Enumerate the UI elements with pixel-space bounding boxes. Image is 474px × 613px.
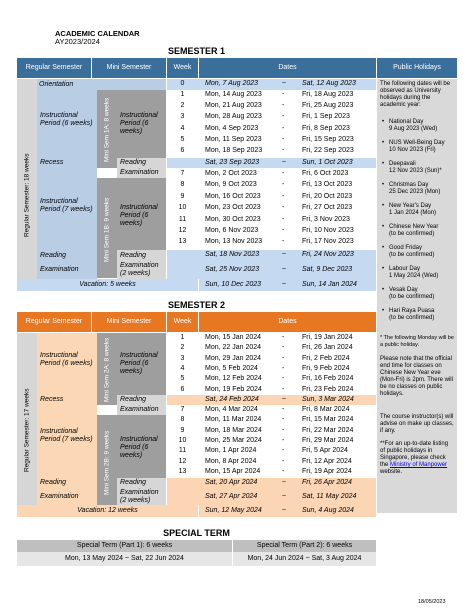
sem1-recess-start: Sat, 23 Sep 2023	[205, 159, 260, 166]
sem1-recess: Recess	[37, 158, 97, 168]
sem2-row-week: 2	[180, 344, 185, 352]
sem1-row2-end: Fri, 27 Oct 2023	[302, 204, 353, 212]
sem1-exam-start: Sat, 25 Nov 2023	[205, 266, 260, 273]
sem2-vac-start: Sun, 12 May 2024	[205, 507, 262, 514]
doc-year: AY2023/2024	[55, 37, 100, 46]
sem1-row-sep: -	[282, 113, 285, 121]
sem2-row-week: 5	[180, 375, 185, 383]
sem1-vac-end: Sun, 14 Jan 2024	[302, 281, 357, 288]
sem1-header-dates: Dates	[199, 58, 376, 78]
sem1-orientation-sep: ~	[282, 80, 287, 87]
sem2-row2-week: 12	[178, 457, 187, 465]
sem1-header-regular: Regular Semester	[17, 58, 91, 78]
sem1-row-sep: -	[282, 102, 285, 110]
sem2-exam-end: Sat, 11 May 2024	[302, 493, 357, 500]
sem1-orientation-start: Mon, 7 Aug 2023	[205, 80, 259, 87]
sem2-row2-start: Mon, 18 Mar 2024	[205, 426, 262, 434]
doc-title: ACADEMIC CALENDAR	[55, 29, 140, 38]
sem2-mini-exam: Examination	[117, 405, 166, 415]
sem1-row2-end: Fri, 13 Oct 2023	[302, 181, 353, 189]
sem2-row-start: Mon, 29 Jan 2024	[205, 354, 262, 362]
sem1-row-start: Mon, 11 Sep 2023	[205, 135, 262, 143]
holidays-note4-end: website.	[380, 469, 403, 475]
sem2-row2-end: Fri, 5 Apr 2024	[302, 447, 348, 455]
sem1-reading: Reading	[37, 250, 97, 261]
sem2-row2-start: Mon, 25 Mar 2024	[205, 436, 262, 444]
sem2-row2-sep: -	[282, 447, 285, 455]
sem2-header-dates: Dates	[199, 312, 376, 332]
sem1-row2-week: 8	[180, 181, 185, 189]
sem1-mini-exam: Examination	[117, 168, 166, 178]
sem2-row2-sep: -	[282, 416, 285, 424]
sem1-row2-sep: -	[282, 181, 285, 189]
sem1-vacation: Vacation: 5 weeks	[17, 279, 198, 291]
sem2-recess-sep: ~	[282, 396, 287, 403]
sem2-row2-end: Fri, 12 Apr 2024	[302, 457, 352, 465]
sem1-row-end: Fri, 1 Sep 2023	[302, 113, 350, 121]
special-p2: Special Term (Part 2): 6 weeks	[233, 540, 376, 552]
holidays-note4-text: **For an up-to-date listing of public holidays in Singapore, please check the	[380, 441, 449, 468]
holiday-date: (to be confirmed)	[389, 294, 435, 300]
sem1-orientation: Orientation	[37, 79, 166, 90]
sem1-row-start: Mon, 28 Aug 2023	[205, 113, 262, 121]
sem1-header-mini: Mini Semester	[92, 58, 166, 78]
sem2-exam: Examination	[37, 488, 97, 505]
sem1-row2-end: Fri, 3 Nov 2023	[302, 215, 350, 223]
sem1-row2-week: 10	[178, 204, 187, 212]
sem2-vac-sep: ~	[282, 507, 287, 514]
sem1-row-start: Mon, 21 Aug 2023	[205, 102, 262, 110]
sem1-row2-start: Mon, 13 Nov 2023	[205, 238, 263, 246]
sem1-mini-b-vert: Mini Sem 1B: 9 weeks	[103, 197, 111, 263]
sem1-row2-week: 12	[178, 227, 187, 234]
sem2-exam-sep: ~	[282, 493, 287, 500]
sem1-mini-reading2: Reading	[117, 250, 166, 261]
sem2-row-sep: -	[282, 344, 285, 352]
sem2-title: SEMESTER 2	[167, 300, 225, 310]
holiday-bullet: •	[382, 140, 385, 146]
holiday-bullet: •	[382, 245, 385, 251]
sem1-row2-sep: -	[282, 204, 285, 212]
sem1-row2-start: Mon, 30 Oct 2023	[205, 215, 261, 223]
sem2-row-end: Fri, 2 Feb 2024	[302, 354, 350, 362]
sem2-row2-sep: -	[282, 426, 285, 434]
sem2-row2-sep: -	[282, 406, 285, 413]
sem1-row-week: 4	[180, 124, 185, 132]
sem2-row2-end: Fri, 29 Mar 2024	[302, 436, 354, 444]
sem2-reg-vert: Regular Semester: 17 weeks	[23, 388, 31, 472]
holidays-note1: * The following Monday will be a public holiday.	[380, 335, 454, 348]
sem1-mini-reading: Reading	[117, 158, 166, 168]
sem2-row2-end: Fri, 19 Apr 2024	[302, 467, 352, 475]
holidays-note3: The course instructor(s) will advise on make up classes, if any.	[380, 414, 454, 434]
sem1-vac-sep: ~	[282, 281, 287, 288]
sem1-row-sep: -	[282, 135, 285, 143]
sem1-row2-end: Fri, 17 Nov 2023	[302, 238, 354, 246]
sem2-row-sep: -	[282, 354, 285, 362]
holiday-bullet: •	[382, 287, 385, 293]
sem1-row2-start: Mon, 2 Oct 2023	[205, 170, 257, 177]
sem1-orientation-end: Sat, 12 Aug 2023	[302, 80, 356, 87]
sem2-mini-b-ip-label: Instructional Period (6 weeks)	[120, 436, 158, 459]
sem1-row2-sep: -	[282, 238, 285, 246]
sem2-row-start: Mon, 5 Feb 2024	[205, 364, 258, 372]
sem2-mini-reading2: Reading	[117, 478, 166, 488]
sem1-mini-a-ip-label: Instructional Period (6 weeks)	[120, 112, 158, 135]
sem1-recess-end: Sun, 1 Oct 2023	[302, 159, 353, 166]
sem1-mini-b-ip-label: Instructional Period (6 weeks)	[120, 204, 158, 227]
sem2-row-start: Mon, 15 Jan 2024	[205, 334, 262, 341]
holiday-name: Christmas Day	[389, 182, 429, 188]
sem2-row2-sep: -	[282, 436, 285, 444]
sem1-row2-start: Mon, 9 Oct 2023	[205, 181, 257, 189]
sem2-row2-start: Mon, 4 Mar 2024	[205, 406, 258, 413]
sem2-row-start: Mon, 19 Feb 2024	[205, 385, 262, 393]
sem2-row-sep: -	[282, 364, 285, 372]
holiday-date: 1 May 2024 (Wed)	[389, 273, 439, 279]
sem2-ip6-label: Instructional Period (6 weeks)	[40, 352, 93, 367]
sem2-reading-end: Fri, 26 Apr 2024	[302, 479, 352, 486]
holiday-name: National Day	[389, 119, 424, 125]
sem1-row-end: Fri, 25 Aug 2023	[302, 102, 354, 110]
holiday-name: Deepavali	[389, 161, 416, 167]
holiday-bullet: •	[382, 119, 385, 125]
holiday-bullet: •	[382, 182, 385, 188]
sem1-row2-end: Fri, 20 Oct 2023	[302, 192, 353, 200]
sem1-recess-sep: ~	[282, 159, 287, 166]
sem1-orientation-week: 0	[180, 80, 185, 87]
sem1-row2-week: 9	[180, 192, 185, 200]
sem2-reading: Reading	[37, 478, 97, 488]
sem2-row-end: Fri, 19 Jan 2024	[302, 334, 353, 341]
sem2-row2-start: Mon, 8 Apr 2024	[205, 457, 257, 465]
sem1-row-end: Fri, 22 Sep 2023	[302, 147, 354, 154]
sem1-reading-sep: ~	[282, 251, 287, 258]
holidays-intro: The following dates will be observed as University holidays during the academic year:	[380, 81, 451, 108]
sem2-mini-b-vert: Mini Sem 2B: 9 weeks	[103, 430, 111, 496]
sem1-row2-sep: -	[282, 192, 285, 200]
sem2-recess: Recess	[37, 395, 97, 405]
sem1-row-end: Fri, 8 Sep 2023	[302, 124, 350, 132]
sem1-row-sep: -	[282, 91, 285, 98]
sem1-row2-end: Fri, 6 Oct 2023	[302, 170, 349, 177]
sem1-row-end: Fri, 15 Sep 2023	[302, 135, 354, 143]
sem1-row-week: 6	[180, 147, 185, 154]
sem1-ip7-label: Instructional Period (7 weeks)	[40, 198, 93, 213]
sem1-mini-a-vert: Mini Sem 1A: 8 weeks	[103, 97, 111, 163]
sem1-row2-week: 7	[180, 170, 185, 177]
sem1-row-week: 2	[180, 102, 185, 110]
sem1-row-week: 1	[180, 91, 185, 98]
sem2-row2-week: 7	[180, 406, 185, 413]
sem1-reading-start: Sat, 18 Nov 2023	[205, 251, 260, 258]
holiday-name: Chinese New Year	[389, 224, 439, 230]
holidays-header: Public Holidays	[377, 58, 457, 78]
sem1-row-sep: -	[282, 147, 285, 154]
holiday-date: (to be confirmed)	[389, 231, 435, 237]
sem2-mini-exam2: Examination (2 weeks)	[117, 488, 166, 505]
holiday-date: 12 Nov 2023 (Sun)*	[389, 168, 442, 174]
special-d1: Mon, 13 May 2024 ~ Sat, 22 Jun 2024	[17, 552, 232, 566]
sem2-row2-end: Fri, 8 Mar 2024	[302, 406, 350, 413]
sem2-reading-start: Sat, 20 Apr 2024	[205, 479, 258, 486]
holiday-bullet: •	[382, 224, 385, 230]
holiday-date: 9 Aug 2023 (Wed)	[389, 126, 438, 132]
footer-date: 18/05/2023	[418, 599, 446, 605]
sem2-row-week: 4	[180, 364, 185, 372]
sem2-row-week: 3	[180, 354, 185, 362]
sem2-mini-a-vert: Mini Sem 2A: 8 weeks	[103, 337, 111, 403]
sem2-ip7-label: Instructional Period (7 weeks)	[40, 428, 93, 443]
sem2-header-week: Week	[167, 312, 198, 332]
sem1-row-start: Mon, 18 Sep 2023	[205, 147, 263, 154]
sem2-row-week: 1	[180, 334, 185, 341]
holiday-date: 10 Nov 2023 (Fri)	[389, 147, 436, 153]
sem2-reading-sep: ~	[282, 479, 287, 486]
holiday-name: Good Friday	[389, 245, 423, 251]
sem2-vacation: Vacation: 12 weeks	[17, 505, 198, 517]
sem1-row2-sep: -	[282, 227, 285, 234]
sem2-row-sep: -	[282, 375, 285, 383]
sem2-row-sep: -	[282, 385, 285, 393]
sem1-exam-sep: ~	[282, 266, 287, 273]
sem2-recess-end: Sun, 3 Mar 2024	[302, 396, 354, 403]
sem2-row2-start: Mon, 11 Mar 2024	[205, 416, 262, 424]
sem1-reading-end: Fri, 24 Nov 2023	[302, 251, 354, 258]
sem1-row2-start: Mon, 16 Oct 2023	[205, 192, 261, 200]
sem2-row2-start: Mon, 1 Apr 2024	[205, 447, 257, 455]
mom-link[interactable]: Ministry of Manpower	[390, 462, 448, 468]
holiday-date: 25 Dec 2023 (Mon)	[389, 189, 441, 195]
sem2-row2-week: 10	[178, 436, 187, 444]
special-p1: Special Term (Part 1): 6 weeks	[17, 540, 232, 552]
sem2-row2-end: Fri, 15 Mar 2024	[302, 416, 354, 424]
holidays-note2: Please note that the official end time for classes on Chinese New Year eve (Mon-Fri) is 2pm. There will be no classes on public holidays.	[380, 356, 453, 397]
sem2-mini-a-ip-label: Instructional Period (6 weeks)	[120, 352, 158, 375]
sem1-vac-start: Sun, 10 Dec 2023	[205, 281, 262, 288]
sem2-header-mini: Mini Semester	[92, 312, 166, 332]
holiday-bullet: •	[382, 266, 385, 272]
sem1-row-start: Mon, 4 Sep 2023	[205, 124, 259, 132]
sem1-reg-vert: Regular Semester: 18 weeks	[23, 153, 31, 237]
holiday-bullet: •	[382, 308, 385, 314]
sem1-row2-week: 11	[178, 215, 187, 223]
sem2-row-start: Mon, 22 Jan 2024	[205, 344, 262, 352]
sem1-row-end: Fri, 18 Aug 2023	[302, 91, 354, 98]
sem2-exam-start: Sat, 27 Apr 2024	[205, 493, 258, 500]
holiday-date: (to be confirmed)	[389, 252, 435, 258]
special-d2: Mon, 24 Jun 2024 ~ Sat, 3 Aug 2024	[233, 552, 376, 566]
holiday-date: (to be confirmed)	[389, 315, 435, 321]
sem1-row2-start: Mon, 23 Oct 2023	[205, 204, 261, 212]
sem2-row-sep: -	[282, 334, 285, 341]
holiday-bullet: •	[382, 161, 385, 167]
sem1-exam: Examination	[37, 261, 97, 279]
holiday-date: 1 Jan 2024 (Mon)	[389, 210, 437, 216]
holiday-name: New Year's Day	[389, 203, 432, 209]
sem1-ip6-label: Instructional Period (6 weeks)	[40, 112, 93, 127]
sem2-row-week: 6	[180, 385, 185, 393]
sem2-mini-reading: Reading	[117, 395, 166, 405]
sem1-row-sep: -	[282, 124, 285, 132]
sem2-row2-sep: -	[282, 467, 285, 475]
sem1-header-week: Week	[167, 58, 198, 78]
holiday-bullet: •	[382, 203, 385, 209]
sem2-row2-week: 13	[178, 467, 187, 475]
holiday-name: NUS Well-Being Day	[389, 140, 445, 146]
sem2-vac-end: Sun, 4 Aug 2024	[302, 507, 354, 514]
sem1-row2-end: Fri, 10 Nov 2023	[302, 227, 354, 234]
holiday-name: Hari Raya Puasa	[389, 308, 435, 314]
sem1-row2-sep: -	[282, 215, 285, 223]
sem1-exam-end: Sat, 9 Dec 2023	[302, 266, 353, 273]
sem2-row2-week: 11	[178, 447, 187, 455]
sem2-row2-sep: -	[282, 457, 285, 465]
sem2-row2-end: Fri, 22 Mar 2024	[302, 426, 354, 434]
sem1-row-start: Mon, 14 Aug 2023	[205, 91, 262, 98]
sem2-row-end: Fri, 26 Jan 2024	[302, 344, 353, 352]
sem2-row-end: Fri, 16 Feb 2024	[302, 375, 354, 383]
sem2-row2-start: Mon, 15 Apr 2024	[205, 467, 261, 475]
sem1-mini-exam2: Examination (2 weeks)	[117, 261, 166, 279]
sem2-recess-start: Sat, 24 Feb 2024	[205, 396, 259, 403]
sem1-row-week: 3	[180, 113, 185, 121]
holidays-note4	[380, 441, 454, 476]
holiday-name: Vesak Day	[389, 287, 418, 293]
special-title: SPECIAL TERM	[163, 528, 230, 538]
sem2-header-regular: Regular Semester	[17, 312, 91, 332]
sem1-row2-start: Mon, 6 Nov 2023	[205, 227, 259, 234]
sem2-row-start: Mon, 12 Feb 2024	[205, 375, 262, 383]
sem2-row-end: Fri, 23 Feb 2024	[302, 385, 354, 393]
holiday-name: Labour Day	[389, 266, 421, 272]
sem2-row-end: Fri, 9 Feb 2024	[302, 364, 350, 372]
sem1-row2-sep: -	[282, 170, 285, 177]
sem1-title: SEMESTER 1	[167, 46, 225, 56]
sem2-row2-week: 9	[180, 426, 185, 434]
sem2-row2-week: 8	[180, 416, 185, 424]
sem1-row-week: 5	[180, 135, 185, 143]
sem1-row2-week: 13	[178, 238, 187, 246]
